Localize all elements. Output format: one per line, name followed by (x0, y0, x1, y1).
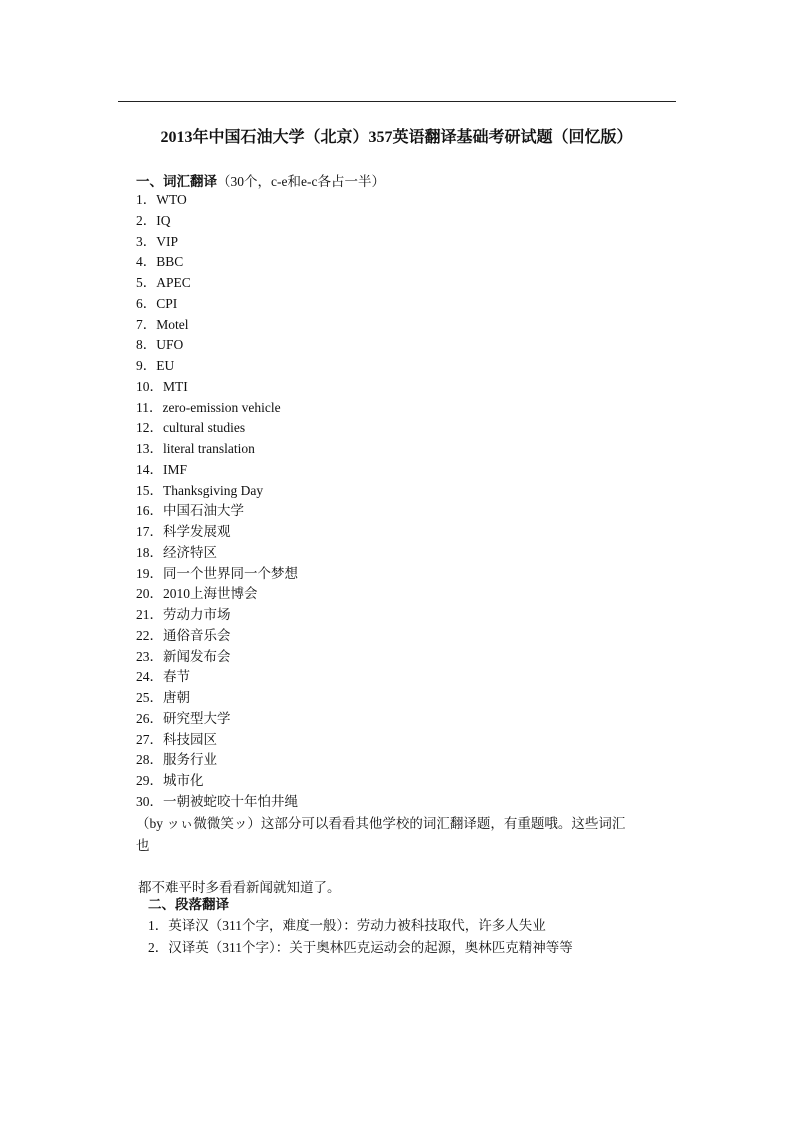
list-item (136, 647, 298, 668)
list-item (136, 522, 298, 543)
item-text: 通俗音乐会 (163, 627, 231, 643)
item-text: 同一个世界同一个梦想 (163, 565, 298, 581)
list-item (136, 398, 298, 419)
section-2-heading: 二、段落翻译 (148, 897, 229, 912)
item-text: WTO (156, 192, 187, 207)
item-number: 1． (136, 192, 157, 207)
vocab-list (136, 190, 298, 813)
list-item (136, 460, 298, 481)
note-line: （by ッぃ微微笑ッ）这部分可以看看其他学校的词汇翻译题，有重题哦。这些词汇 (136, 816, 626, 831)
item-text: 科学发展观 (163, 524, 231, 539)
list-item (136, 377, 298, 398)
item-number: 26． (136, 710, 163, 726)
list-item (136, 792, 298, 813)
item-text: zero-emission vehicle (162, 399, 281, 415)
item-text: BBC (156, 254, 184, 270)
section-1-title: 一、词汇翻译 (136, 174, 217, 189)
item-number: 7． (136, 316, 157, 332)
item-text: MTI (163, 378, 188, 394)
list-item (136, 605, 298, 626)
item-number: 20． (136, 586, 163, 602)
list-item (136, 750, 298, 771)
section-1-note: （30个，c-e和e-c各占一半） (217, 174, 385, 189)
item-number: 5． (136, 275, 157, 290)
item-text: VIP (156, 233, 179, 249)
list-item (136, 190, 298, 211)
item-text: 城市化 (163, 773, 204, 788)
item-text: 春节 (163, 669, 190, 685)
list-item (136, 232, 298, 253)
item-text: 服务行业 (163, 752, 217, 768)
list-item (136, 564, 298, 585)
item-text: 一朝被蛇咬十年怕井绳 (163, 793, 298, 809)
item-number: 14． (136, 461, 163, 477)
item-number: 13． (136, 441, 163, 456)
section-1-heading (136, 170, 385, 190)
item-number: 17． (136, 524, 163, 539)
item-text: 经济特区 (163, 544, 217, 560)
header-rule (118, 101, 676, 102)
list-item (136, 211, 298, 232)
item-number: 16． (136, 503, 163, 519)
item-number: 21． (136, 607, 163, 622)
item-text: 2010上海世博会 (163, 586, 258, 602)
list-item (136, 709, 298, 730)
item-text: Thanksgiving Day (163, 482, 264, 498)
item-text: 劳动力市场 (163, 607, 231, 622)
list-item (136, 252, 298, 273)
item-number: 2． (136, 212, 157, 228)
list-item (136, 481, 298, 502)
author-note (136, 813, 666, 857)
list-item (136, 771, 298, 792)
item-number: 19． (136, 565, 163, 581)
note-line: 都不难平时多看看新闻就知道了。 (138, 880, 341, 895)
item-text: CPI (156, 295, 178, 311)
item-number: 10． (136, 378, 163, 394)
list-item (136, 294, 298, 315)
item-text: literal translation (163, 441, 255, 456)
item-number: 28． (136, 752, 163, 768)
item-number: 27． (136, 731, 163, 747)
item-text: UFO (156, 337, 184, 353)
list-item (136, 584, 298, 605)
item-number: 9． (136, 358, 157, 373)
list-item (136, 356, 298, 377)
item-number: 15． (136, 482, 163, 498)
item-number: 12． (136, 420, 163, 436)
list-item (136, 730, 298, 751)
list-item (136, 418, 298, 439)
passage-item: 1．英译汉（311个字，难度一般）：劳动力被科技取代，许多人失业 (148, 918, 546, 933)
item-text: Motel (156, 316, 189, 332)
item-text: 新闻发布会 (163, 648, 231, 664)
item-text: APEC (156, 275, 191, 290)
item-number: 23． (136, 648, 163, 664)
item-text: IQ (156, 212, 171, 228)
list-item (136, 543, 298, 564)
list-item (136, 335, 298, 356)
item-number: 11． (136, 399, 163, 415)
item-text: IMF (163, 461, 188, 477)
note-line: 也 (136, 838, 150, 853)
list-item (136, 501, 298, 522)
item-number: 29． (136, 773, 163, 788)
item-number: 3． (136, 233, 157, 249)
item-text: 唐朝 (163, 690, 190, 705)
item-number: 24． (136, 669, 163, 685)
item-text: 研究型大学 (163, 710, 231, 726)
item-number: 22． (136, 627, 163, 643)
item-number: 8． (136, 337, 157, 353)
item-text: EU (156, 358, 175, 373)
passage-item: 2．汉译英（311个字）：关于奥林匹克运动会的起源，奥林匹克精神等等 (148, 940, 573, 955)
item-number: 30． (136, 793, 163, 809)
list-item (136, 626, 298, 647)
list-item (136, 315, 298, 336)
list-item (136, 667, 298, 688)
item-number: 4． (136, 254, 157, 270)
item-text: 中国石油大学 (163, 503, 244, 519)
item-text: cultural studies (163, 420, 246, 436)
item-number: 18． (136, 544, 163, 560)
item-number: 6． (136, 295, 157, 311)
item-number: 25． (136, 690, 163, 705)
item-text: 科技园区 (163, 731, 217, 747)
list-item (136, 688, 298, 709)
list-item (136, 273, 298, 294)
list-item (136, 439, 298, 460)
page-title: 2013年中国石油大学（北京）357英语翻译基础考研试题（回忆版） (160, 129, 633, 146)
